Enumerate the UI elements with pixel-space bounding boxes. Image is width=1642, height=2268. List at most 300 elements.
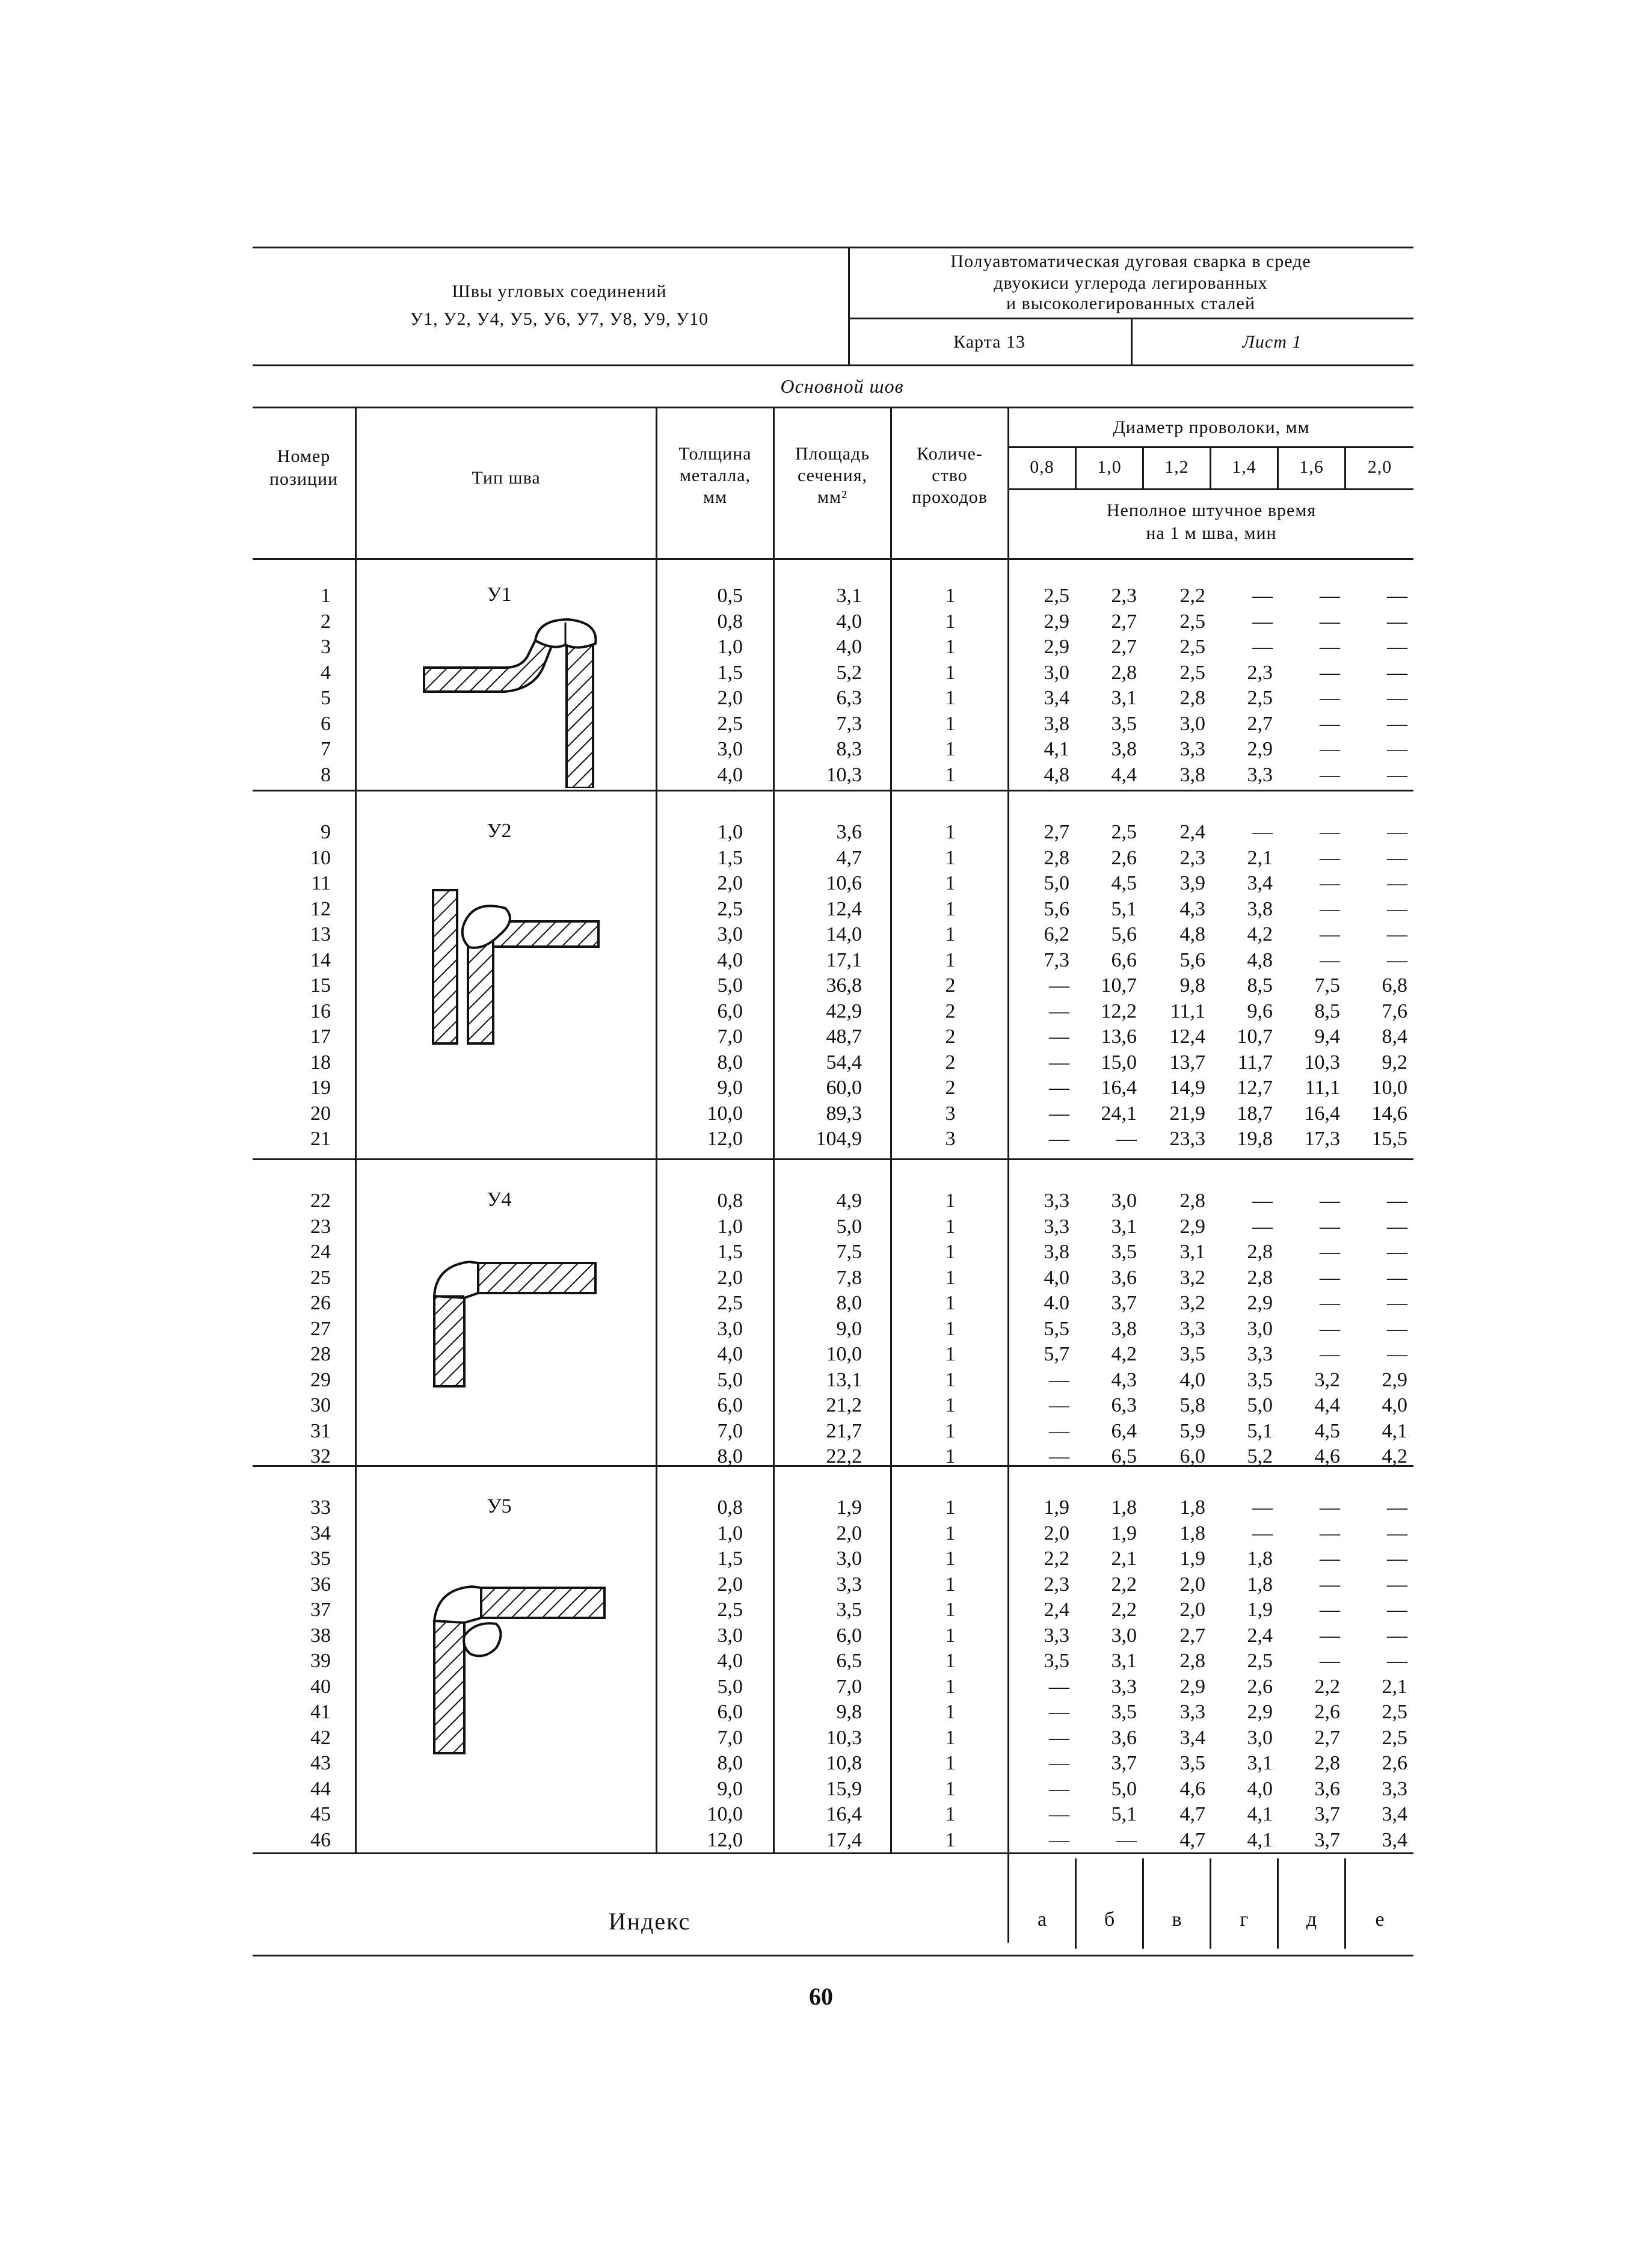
- table-cell: 15,9: [826, 1777, 862, 1800]
- section-title: Основной шов: [780, 375, 904, 397]
- table-cell: 13,6: [1101, 1025, 1137, 1048]
- table-cell: 5,1: [1247, 1419, 1273, 1442]
- time-d20-column: [1352, 820, 1407, 1152]
- table-cell: 3,6: [1111, 1266, 1137, 1289]
- passes-header-1: Количе-: [917, 444, 983, 464]
- table-cell: 6,3: [836, 687, 862, 709]
- table-cell: 3,7: [1314, 1803, 1340, 1825]
- table-cell: 10,7: [1101, 974, 1137, 997]
- table-cell: 1,0: [717, 1215, 743, 1238]
- table-cell: 2,7: [1111, 610, 1137, 633]
- table-cell: 10,0: [707, 1803, 743, 1825]
- table-cell: —: [1252, 1215, 1273, 1238]
- table-cell: 2: [945, 1077, 956, 1099]
- thickness-column: [662, 1495, 743, 1853]
- table-cell: 7,5: [1314, 974, 1340, 997]
- table-cell: 5,6: [1111, 923, 1137, 945]
- table-cell: —: [1387, 1215, 1407, 1238]
- table-cell: 4,6: [1314, 1445, 1340, 1467]
- table-cell: 3,9: [1179, 872, 1205, 894]
- time-d16-column: [1285, 820, 1340, 1152]
- table-cell: 3,0: [1111, 1190, 1137, 1212]
- table-cell: 6,3: [1111, 1394, 1137, 1416]
- table-cell: 5,0: [1111, 1777, 1137, 1800]
- table-cell: —: [1387, 585, 1407, 607]
- table-cell: 5,1: [1111, 1803, 1137, 1825]
- table-cell: 24,1: [1101, 1102, 1137, 1125]
- card-number: Карта 13: [953, 332, 1025, 352]
- body-sep-1: [355, 559, 357, 1852]
- table-cell: —: [1387, 687, 1407, 709]
- table-cell: —: [1387, 1573, 1407, 1596]
- table-cell: 2,9: [1044, 610, 1069, 633]
- table-cell: 3: [321, 636, 331, 658]
- table-cell: —: [1387, 661, 1407, 684]
- table-cell: 2,5: [717, 1599, 743, 1621]
- table-cell: 2,8: [1247, 1266, 1273, 1289]
- table-cell: 1,0: [717, 1522, 743, 1544]
- table-cell: 2,5: [1111, 821, 1137, 843]
- table-cell: —: [1320, 1266, 1340, 1289]
- table-cell: 3,3: [1179, 1701, 1205, 1723]
- table-cell: 2,0: [717, 1266, 743, 1289]
- table-cell: 2,8: [1179, 687, 1205, 709]
- table-cell: 9,8: [1179, 974, 1205, 997]
- table-cell: 4,6: [1179, 1777, 1205, 1800]
- index-label: Индекс: [608, 1908, 691, 1935]
- time-d14-column: [1217, 820, 1273, 1152]
- table-cell: 4.0: [1044, 1292, 1069, 1314]
- table-cell: —: [1320, 1292, 1340, 1314]
- table-cell: 3,0: [1247, 1726, 1273, 1749]
- table-cell: 1: [945, 610, 956, 633]
- table-cell: 3,3: [1179, 738, 1205, 760]
- table-cell: 5,1: [1111, 897, 1137, 920]
- thickness-column: [662, 1188, 743, 1470]
- table-cell: 1: [945, 821, 956, 843]
- table-cell: —: [1049, 1000, 1069, 1022]
- index-d: д: [1306, 1908, 1317, 1931]
- table-cell: 2: [945, 1025, 956, 1048]
- table-cell: 19,8: [1237, 1128, 1273, 1150]
- table-cell: —: [1049, 1368, 1069, 1391]
- table-cell: —: [1049, 974, 1069, 997]
- table-cell: 1: [945, 1496, 956, 1519]
- table-cell: 24: [310, 1241, 331, 1263]
- table-cell: —: [1252, 636, 1273, 658]
- table-cell: —: [1049, 1777, 1069, 1800]
- table-cell: 1,0: [717, 636, 743, 658]
- table-cell: 2,5: [1179, 636, 1205, 658]
- table-cell: —: [1320, 1215, 1340, 1238]
- table-cell: 3,0: [1179, 712, 1205, 735]
- table-cell: —: [1320, 821, 1340, 843]
- passes-column: [938, 1495, 962, 1853]
- diameter-header: Диаметр проволоки, мм: [1113, 417, 1310, 437]
- table-cell: 2,9: [1179, 1675, 1205, 1698]
- table-cell: 4,1: [1382, 1419, 1407, 1442]
- table-cell: 36,8: [826, 974, 862, 997]
- diam-rule-bottom: [1009, 488, 1413, 490]
- table-cell: 1,9: [1247, 1599, 1273, 1621]
- table-cell: 7,0: [836, 1675, 862, 1698]
- table-cell: —: [1049, 1803, 1069, 1825]
- table-cell: 10: [310, 846, 331, 869]
- table-cell: 11,1: [1305, 1077, 1340, 1099]
- table-cell: —: [1320, 1496, 1340, 1519]
- table-cell: 3,5: [1111, 1701, 1137, 1723]
- diam-12: 1,2: [1164, 457, 1189, 477]
- table-cell: 4,2: [1382, 1445, 1407, 1467]
- table-cell: 5,0: [836, 1215, 862, 1238]
- section-rule: [253, 407, 1413, 408]
- time-d20-column: [1352, 1495, 1407, 1853]
- table-cell: —: [1049, 1051, 1069, 1074]
- weld-type-label: У1: [487, 583, 512, 606]
- table-cell: 89,3: [826, 1102, 862, 1125]
- table-cell: —: [1387, 923, 1407, 945]
- area-column: [779, 820, 862, 1152]
- table-cell: —: [1387, 872, 1407, 894]
- table-cell: 1,5: [717, 661, 743, 684]
- table-cell: 7,3: [1044, 948, 1069, 971]
- table-cell: 3,8: [1247, 897, 1273, 920]
- table-cell: 4,0: [1247, 1777, 1273, 1800]
- body-sep-4: [890, 559, 892, 1852]
- table-cell: 7,3: [836, 712, 862, 735]
- table-cell: 1: [945, 687, 956, 709]
- table-cell: 32: [310, 1445, 331, 1467]
- table-cell: 3,6: [1111, 1726, 1137, 1749]
- table-cell: 45: [310, 1803, 331, 1825]
- table-cell: 2,9: [1179, 1215, 1205, 1238]
- table-cell: 21,7: [826, 1419, 862, 1442]
- table-cell: 15,5: [1371, 1128, 1407, 1150]
- table-cell: 7,0: [717, 1726, 743, 1749]
- table-cell: —: [1049, 1828, 1069, 1851]
- table-cell: 8: [321, 763, 331, 786]
- table-cell: 14,6: [1371, 1102, 1407, 1125]
- table-cell: 1,5: [717, 846, 743, 869]
- time-d08-column: [1015, 820, 1069, 1152]
- table-cell: 5,0: [1044, 872, 1069, 894]
- table-cell: 1: [945, 846, 956, 869]
- table-cell: 21: [310, 1128, 331, 1150]
- table-cell: 3,7: [1314, 1828, 1340, 1851]
- table-cell: 6,0: [717, 1701, 743, 1723]
- table-cell: 2,1: [1247, 846, 1273, 869]
- table-cell: 1: [945, 1419, 956, 1442]
- table-cell: 34: [310, 1522, 331, 1544]
- table-cell: 9,0: [717, 1077, 743, 1099]
- table-cell: —: [1387, 738, 1407, 760]
- table-cell: 2,0: [717, 1573, 743, 1596]
- table-cell: —: [1387, 1599, 1407, 1621]
- table-cell: 3,7: [1111, 1292, 1137, 1314]
- table-cell: 26: [310, 1292, 331, 1314]
- table-cell: 12,4: [1169, 1025, 1205, 1048]
- table-cell: 2,3: [1111, 585, 1137, 607]
- table-cell: 5,0: [1247, 1394, 1273, 1416]
- table-cell: 13,7: [1169, 1051, 1205, 1074]
- table-cell: 4: [321, 661, 331, 684]
- thick-header-2: металла,: [679, 466, 751, 485]
- table-cell: 6,5: [836, 1650, 862, 1672]
- table-cell: —: [1320, 1547, 1340, 1570]
- table-cell: 13: [310, 923, 331, 945]
- table-cell: 3,2: [1179, 1292, 1205, 1314]
- group-rule-2: [253, 1158, 1413, 1160]
- table-cell: 6: [321, 712, 331, 735]
- table-cell: 4,8: [1179, 923, 1205, 945]
- table-cell: 16,4: [1101, 1077, 1137, 1099]
- body-sep-3: [773, 559, 775, 1852]
- time-d10-column: [1083, 1495, 1137, 1853]
- table-cell: 2,7: [1247, 712, 1273, 735]
- table-cell: 6,0: [717, 1394, 743, 1416]
- table-cell: 1,8: [1247, 1547, 1273, 1570]
- table-cell: —: [1049, 1102, 1069, 1125]
- area-column: [779, 583, 862, 788]
- table-cell: 4,7: [1179, 1828, 1205, 1851]
- table-cell: 43: [310, 1752, 331, 1774]
- table-cell: 60,0: [826, 1077, 862, 1099]
- table-cell: 3,0: [1044, 661, 1069, 684]
- table-cell: 1: [945, 636, 956, 658]
- table-cell: 1,5: [717, 1241, 743, 1263]
- table-cell: 2,6: [1247, 1675, 1273, 1698]
- table-cell: 3,7: [1111, 1752, 1137, 1774]
- passes-column: [938, 820, 962, 1152]
- time-d08-column: [1015, 1495, 1069, 1853]
- table-cell: 1,5: [717, 1547, 743, 1570]
- table-cell: 2,2: [1179, 585, 1205, 607]
- table-cell: —: [1320, 1190, 1340, 1212]
- table-cell: 3,1: [1111, 1215, 1137, 1238]
- table-cell: 2,9: [1247, 738, 1273, 760]
- table-cell: 3,8: [1111, 738, 1137, 760]
- table-cell: 4,4: [1111, 763, 1137, 786]
- weld-u5-drawing: [427, 1564, 607, 1756]
- table-cell: 2,4: [1044, 1599, 1069, 1621]
- table-cell: 3,1: [1111, 687, 1137, 709]
- table-cell: 3,8: [1044, 1241, 1069, 1263]
- table-cell: 1: [945, 948, 956, 971]
- table-cell: 1: [945, 1292, 956, 1314]
- table-cell: 3,5: [1179, 1752, 1205, 1774]
- table-cell: 2,0: [717, 687, 743, 709]
- table-cell: 4,1: [1247, 1828, 1273, 1851]
- table-cell: 3,5: [1247, 1368, 1273, 1391]
- table-cell: 3: [945, 1102, 956, 1125]
- table-cell: 18: [310, 1051, 331, 1074]
- table-cell: 2: [945, 1000, 956, 1022]
- thickness-column: [662, 820, 743, 1152]
- table-cell: —: [1116, 1828, 1137, 1851]
- passes-column: [938, 583, 962, 788]
- idx-sep-3: [1210, 1858, 1211, 1949]
- table-cell: 10,6: [826, 872, 862, 894]
- table-cell: 4,3: [1111, 1368, 1137, 1391]
- table-cell: 4,1: [1044, 738, 1069, 760]
- table-cell: 2,5: [1044, 585, 1069, 607]
- table-cell: 5,8: [1179, 1394, 1205, 1416]
- table-cell: 4,7: [836, 846, 862, 869]
- table-cell: 14: [310, 948, 331, 971]
- table-cell: 6,5: [1111, 1445, 1137, 1467]
- diam-08: 0,8: [1030, 457, 1054, 477]
- table-cell: 2,5: [1247, 687, 1273, 709]
- table-cell: 2,9: [1247, 1701, 1273, 1723]
- table-cell: 3,6: [1314, 1777, 1340, 1800]
- table-cell: 1: [945, 1675, 956, 1698]
- table-cell: 2,5: [717, 897, 743, 920]
- table-cell: 28: [310, 1343, 331, 1365]
- table-cell: 36: [310, 1573, 331, 1596]
- table-cell: 2,7: [1111, 636, 1137, 658]
- table-cell: 8,0: [836, 1292, 862, 1314]
- time-d16-column: [1285, 1188, 1340, 1470]
- table-cell: 2,5: [1382, 1726, 1407, 1749]
- table-cell: 3,8: [1111, 1317, 1137, 1340]
- table-cell: —: [1049, 1077, 1069, 1099]
- table-cell: 14,9: [1169, 1077, 1205, 1099]
- table-cell: 42: [310, 1726, 331, 1749]
- table-cell: 3,1: [1247, 1752, 1273, 1774]
- table-cell: —: [1320, 585, 1340, 607]
- time-header-2: на 1 м шва, мин: [1146, 523, 1277, 543]
- diam-rule-top: [1009, 446, 1413, 448]
- table-cell: 5,7: [1044, 1343, 1069, 1365]
- table-cell: 2,5: [717, 712, 743, 735]
- table-cell: 3,3: [1179, 1317, 1205, 1340]
- table-cell: 1,9: [1179, 1547, 1205, 1570]
- table-cell: 1: [945, 1266, 956, 1289]
- time-d10-column: [1083, 583, 1137, 788]
- table-cell: 4,5: [1314, 1419, 1340, 1442]
- index-g: г: [1240, 1908, 1249, 1931]
- weld-type-label: У2: [487, 820, 512, 842]
- table-cell: 1: [945, 585, 956, 607]
- table-cell: 3,8: [1179, 763, 1205, 786]
- table-cell: 2,5: [1179, 661, 1205, 684]
- table-cell: 4,0: [836, 636, 862, 658]
- table-cell: 5,9: [1179, 1419, 1205, 1442]
- table-cell: 2,5: [1247, 1650, 1273, 1672]
- table-cell: 3,0: [836, 1547, 862, 1570]
- time-d08-column: [1015, 1188, 1069, 1470]
- table-cell: 2,3: [1044, 1573, 1069, 1596]
- table-cell: 1,8: [1247, 1573, 1273, 1596]
- table-cell: —: [1320, 712, 1340, 735]
- passes-header-2: ство: [932, 466, 968, 485]
- diam-10: 1,0: [1097, 457, 1122, 477]
- table-cell: 6,2: [1044, 923, 1069, 945]
- passes-column: [938, 1188, 962, 1470]
- table-cell: 3,3: [1247, 1343, 1273, 1365]
- idx-sep-5: [1344, 1858, 1346, 1949]
- table-cell: —: [1387, 1650, 1407, 1672]
- table-cell: —: [1387, 1292, 1407, 1314]
- table-cell: 1: [945, 1701, 956, 1723]
- area-header-2: сечения,: [797, 466, 868, 485]
- table-cell: —: [1320, 661, 1340, 684]
- table-cell: —: [1387, 846, 1407, 869]
- table-cell: 1: [945, 1317, 956, 1340]
- table-cell: 4,0: [717, 948, 743, 971]
- table-cell: 3,3: [1247, 763, 1273, 786]
- time-d14-column: [1217, 583, 1273, 788]
- position-column: [265, 583, 331, 788]
- table-cell: 30: [310, 1394, 331, 1416]
- table-cell: 4,0: [1179, 1368, 1205, 1391]
- table-cell: 10,3: [826, 1726, 862, 1749]
- table-cell: 1: [321, 585, 331, 607]
- header-bottom-rule: [253, 364, 1413, 366]
- table-cell: —: [1320, 1522, 1340, 1544]
- table-cell: 4,0: [717, 1650, 743, 1672]
- table-cell: —: [1320, 738, 1340, 760]
- table-cell: 16: [310, 1000, 331, 1022]
- position-column: [265, 820, 331, 1152]
- table-cell: 35: [310, 1547, 331, 1570]
- table-cell: 2,0: [1044, 1522, 1069, 1544]
- pos-header-1: Номер: [277, 446, 331, 466]
- table-cell: 1: [945, 712, 956, 735]
- table-cell: —: [1252, 1496, 1273, 1519]
- table-cell: —: [1320, 1624, 1340, 1647]
- table-cell: —: [1387, 897, 1407, 920]
- table-cell: 2,0: [1179, 1573, 1205, 1596]
- table-cell: 38: [310, 1624, 331, 1647]
- table-cell: 12,4: [826, 897, 862, 920]
- table-cell: 5,2: [1247, 1445, 1273, 1467]
- table-cell: 5,0: [717, 1675, 743, 1698]
- thickness-column: [662, 583, 743, 788]
- table-cell: 6,8: [1382, 974, 1407, 997]
- table-cell: 21,9: [1169, 1102, 1205, 1125]
- table-cell: 1,8: [1111, 1496, 1137, 1519]
- table-cell: 12: [310, 897, 331, 920]
- table-cell: 2: [945, 974, 956, 997]
- table-cell: 44: [310, 1777, 331, 1800]
- time-d14-column: [1217, 1495, 1273, 1853]
- table-cell: 3,0: [717, 1624, 743, 1647]
- table-cell: —: [1320, 1317, 1340, 1340]
- body-sep-2: [656, 559, 657, 1852]
- table-cell: 21,2: [826, 1394, 862, 1416]
- table-cell: —: [1387, 1496, 1407, 1519]
- table-cell: 3,5: [1111, 712, 1137, 735]
- time-d10-column: [1083, 820, 1137, 1152]
- table-cell: 9,0: [836, 1317, 862, 1340]
- time-d16-column: [1285, 583, 1340, 788]
- thick-header-3: мм: [703, 487, 727, 507]
- table-cell: 10,3: [826, 763, 862, 786]
- table-cell: 6,0: [1179, 1445, 1205, 1467]
- table-cell: 3,3: [836, 1573, 862, 1596]
- table-cell: 4,1: [1247, 1803, 1273, 1825]
- diam-14: 1,4: [1232, 457, 1256, 477]
- table-cell: 1: [945, 1599, 956, 1621]
- table-cell: 4,7: [1179, 1803, 1205, 1825]
- table-cell: —: [1387, 1343, 1407, 1365]
- table-cell: 2,8: [1044, 846, 1069, 869]
- table-cell: —: [1320, 1241, 1340, 1263]
- table-cell: 1: [945, 1828, 956, 1851]
- table-cell: 2,7: [1044, 821, 1069, 843]
- index-b: б: [1104, 1908, 1115, 1931]
